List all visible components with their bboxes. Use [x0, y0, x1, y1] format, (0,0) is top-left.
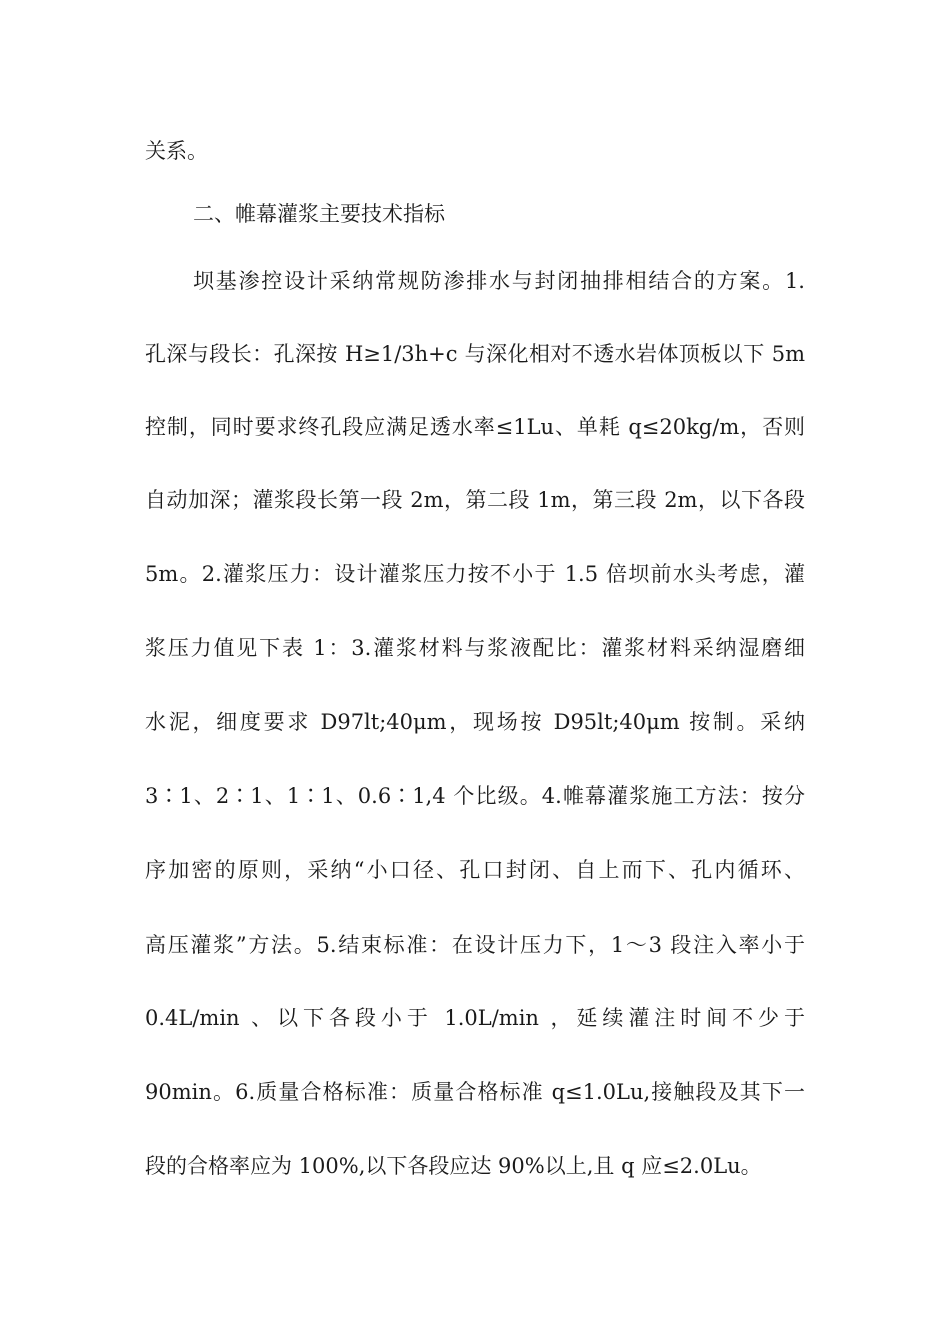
paragraph-line-last: 段的合格率应为 100%,以下各段应达 90%以上,且 q 应≤2.0Lu。: [145, 1154, 762, 1178]
paragraph-line: 3∶1、2∶1、1∶1、0.6∶1,4 个比级。4.帷幕灌浆施工方法：按分: [145, 784, 805, 808]
paragraph-line: 高压灌浆”方法。5.结束标准：在设计压力下，1～3 段注入率小于: [145, 933, 805, 957]
paragraph-line: 孔深与段长：孔深按 H≥1/3h+c 与深化相对不透水岩体顶板以下 5m: [145, 342, 805, 366]
paragraph-line: 自动加深；灌浆段长第一段 2m，第二段 1m，第三段 2m，以下各段: [145, 488, 805, 512]
paragraph-line: 坝基渗控设计采纳常规防渗排水与封闭抽排相结合的方案。1.: [193, 269, 805, 293]
paragraph-line: 0.4L/min 、以下各段小于 1.0L/min ，延续灌注时间不少于: [145, 1006, 805, 1030]
paragraph-line: 5m。2.灌浆压力：设计灌浆压力按不小于 1.5 倍坝前水头考虑，灌: [145, 562, 805, 586]
section-heading: 二、帷幕灌浆主要技术指标: [193, 202, 445, 226]
paragraph-line: 控制，同时要求终孔段应满足透水率≤1Lu、单耗 q≤20kg/m，否则: [145, 415, 805, 439]
paragraph-line: 浆压力值见下表 1：3.灌浆材料与浆液配比：灌浆材料采纳湿磨细: [145, 636, 805, 660]
paragraph-line: 90min。6.质量合格标准：质量合格标准 q≤1.0Lu,接触段及其下一: [145, 1080, 805, 1104]
paragraph-line-continuation: 关系。: [145, 139, 208, 163]
paragraph-line: 序加密的原则，采纳“小口径、孔口封闭、自上而下、孔内循环、: [145, 858, 805, 882]
paragraph-line: 水泥，细度要求 D97lt;40μm，现场按 D95lt;40μm 按制。采纳: [145, 710, 805, 734]
